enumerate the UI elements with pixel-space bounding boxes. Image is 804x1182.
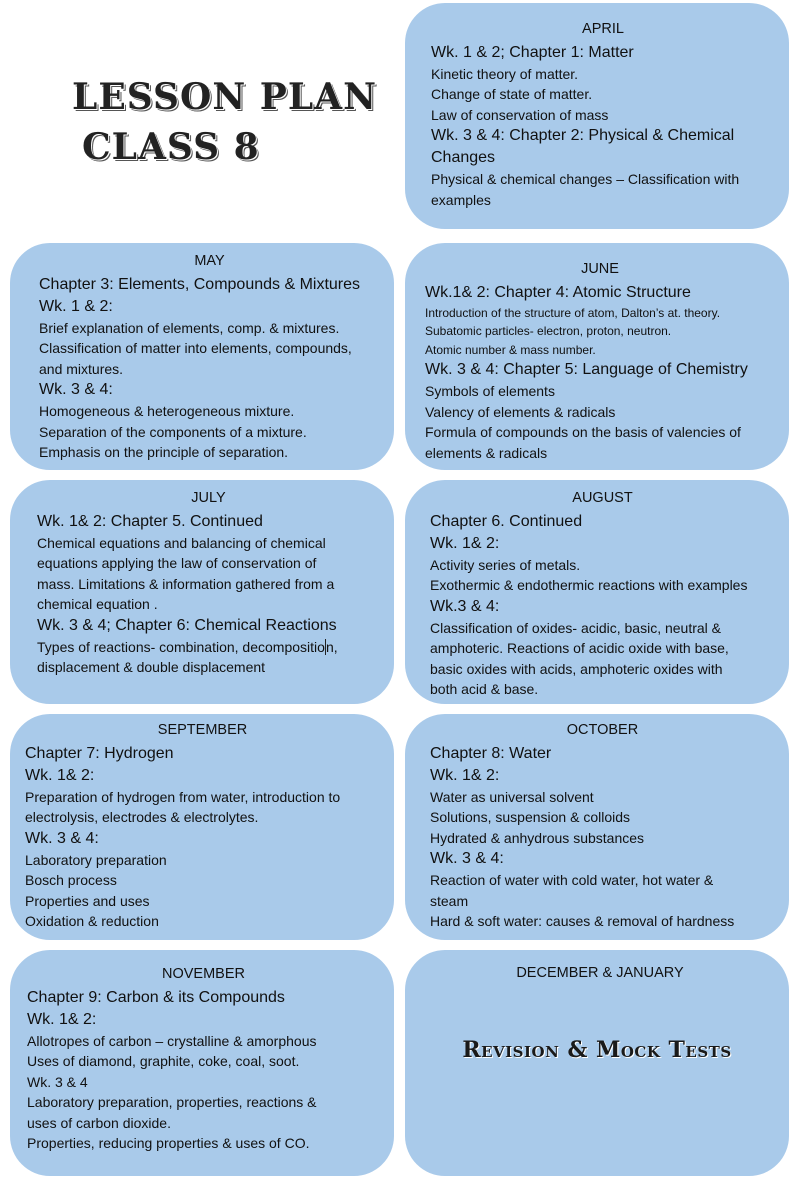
topic-item: basic oxides with acids, amphoteric oxides with xyxy=(430,660,723,677)
topic-item: Law of conservation of mass xyxy=(431,106,609,123)
topic-item: Subatomic particles- electron, proton, neutron. xyxy=(425,324,672,338)
month-heading: APRIL xyxy=(582,21,624,37)
week-heading: Wk. 3 & 4 xyxy=(27,1073,88,1090)
month-heading: SEPTEMBER xyxy=(157,722,248,738)
week-heading: Wk. 1& 2: xyxy=(27,1010,97,1028)
month-heading: JULY xyxy=(191,490,226,506)
topic-item: Reaction of water with cold water, hot water & xyxy=(430,872,714,888)
topic-item: mass. Limitations & information gathered from a xyxy=(37,575,335,592)
week-heading: Wk. 1& 2: xyxy=(25,766,95,784)
month-heading: MAY xyxy=(194,253,225,269)
week-heading: Wk. 1& 2: xyxy=(430,766,500,784)
topic-item: Separation of the components of a mixture. xyxy=(39,423,307,440)
topic-item: chemical equation . xyxy=(37,596,158,612)
week-heading: Wk. 3 & 4; Chapter 6: Chemical Reactions xyxy=(37,616,337,634)
topic-item: Classification of matter into elements, compounds, xyxy=(39,340,352,356)
week-heading: Wk. 1& 2: xyxy=(430,534,500,552)
topic-item: Exothermic & endothermic reactions with examples xyxy=(430,577,748,593)
topic-item: Chemical equations and balancing of chemical xyxy=(37,534,326,551)
week-heading: Wk. 3 & 4: xyxy=(25,829,99,847)
week-heading: Changes xyxy=(431,149,496,166)
topic-item: Classification of oxides- acidic, basic, neutral & xyxy=(430,619,722,636)
topic-item: Hydrated & anhydrous substances xyxy=(430,829,645,846)
week-heading: Wk.3 & 4: xyxy=(430,597,500,615)
topic-item: Laboratory preparation, properties, reactions & xyxy=(27,1094,317,1110)
card-september xyxy=(10,714,394,940)
week-heading: Wk. 3 & 4: Chapter 2: Physical & Chemical xyxy=(431,127,735,144)
week-heading: Wk.1& 2: Chapter 4: Atomic Structure xyxy=(425,283,691,301)
topic-item: Laboratory preparation xyxy=(25,851,167,868)
topic-item xyxy=(37,637,380,658)
card-may xyxy=(10,243,394,470)
week-heading: Wk. 1& 2: Chapter 5. Continued xyxy=(37,512,263,530)
card-august xyxy=(405,480,789,704)
page-title xyxy=(72,72,377,172)
topic-item: Homogeneous & heterogeneous mixture. xyxy=(39,403,295,419)
topic-item: Activity series of metals. xyxy=(430,556,581,573)
card-april xyxy=(405,3,789,229)
week-heading: Wk. 3 & 4: Chapter 5: Language of Chemistry xyxy=(425,361,748,378)
card-july xyxy=(10,480,394,704)
topic-item: Allotropes of carbon – crystalline & amorphous xyxy=(27,1032,317,1049)
topic-item: uses of carbon dioxide. xyxy=(27,1114,171,1131)
topic-item: Kinetic theory of matter. xyxy=(431,65,579,82)
topic-item: Water as universal solvent xyxy=(430,788,594,805)
text-caret: Types of reactions- combination, decompositio xyxy=(37,638,325,655)
topic-item: and mixtures. xyxy=(39,360,124,377)
topic-item: Oxidation & reduction xyxy=(25,913,159,929)
week-heading: Chapter 3: Elements, Compounds & Mixtures xyxy=(39,275,361,293)
month-heading: OCTOBER xyxy=(566,722,639,738)
month-heading: AUGUST xyxy=(572,490,633,506)
month-heading: DECEMBER & JANUARY xyxy=(516,965,684,981)
topic-item: Physical & chemical changes – Classification with xyxy=(431,171,740,187)
topic-item: Hard & soft water: causes & removal of hardness xyxy=(430,913,735,929)
card-december-january xyxy=(405,950,789,1176)
topic-item: Uses of diamond, graphite, coke, coal, soot. xyxy=(27,1053,300,1069)
card-june xyxy=(405,243,789,470)
topic-item: elements & radicals xyxy=(425,444,548,461)
topic-item: steam xyxy=(430,892,469,909)
topic-item: Valency of elements & radicals xyxy=(425,403,616,420)
topic-item: Introduction of the structure of atom, Dalton’s at. theory. xyxy=(425,305,721,320)
week-heading: Chapter 6. Continued xyxy=(430,512,583,530)
card-november xyxy=(10,950,394,1176)
topic-item: examples xyxy=(431,191,491,208)
title-line-1: LESSON PLAN xyxy=(72,76,377,118)
topic-item: Atomic number & mass number. xyxy=(425,342,596,357)
week-heading: Chapter 7: Hydrogen xyxy=(25,744,174,762)
topic-item: Symbols of elements xyxy=(425,383,555,399)
week-heading: Chapter 9: Carbon & its Compounds xyxy=(27,988,285,1006)
month-heading: NOVEMBER xyxy=(162,966,245,982)
week-heading: Chapter 8: Water xyxy=(430,744,552,762)
title-line-2: CLASS 8 xyxy=(82,126,260,168)
card-october xyxy=(405,714,789,940)
topic-item: equations applying the law of conservation of xyxy=(37,555,317,571)
week-heading: Wk. 1 & 2: xyxy=(39,297,113,315)
topic-item: amphoteric. Reactions of acidic oxide with base, xyxy=(430,640,729,656)
topic-item: Brief explanation of elements, comp. & mixtures. xyxy=(39,319,340,336)
topic-item: displacement & double displacement xyxy=(37,659,266,675)
topic-item: Properties and uses xyxy=(25,892,150,909)
topic-item: Formula of compounds on the basis of valencies of xyxy=(425,424,741,440)
topic-item: Emphasis on the principle of separation. xyxy=(39,444,289,460)
topic-item: Solutions, suspension & colloids xyxy=(430,809,631,825)
topic-item: Properties, reducing properties & uses of CO. xyxy=(27,1135,310,1151)
week-heading: Wk. 3 & 4: xyxy=(39,381,113,398)
revision-text: Revision & Mock Tests xyxy=(462,1037,732,1063)
topic-item: Change of state of matter. xyxy=(431,86,593,102)
topic-item-end: n, xyxy=(325,638,338,655)
topic-item: electrolysis, electrodes & electrolytes. xyxy=(25,809,259,825)
week-heading: Wk. 3 & 4: xyxy=(430,850,504,867)
week-heading: Wk. 1 & 2; Chapter 1: Matter xyxy=(431,43,634,61)
topic-item: both acid & base. xyxy=(430,681,539,697)
month-heading: JUNE xyxy=(581,261,619,277)
topic-item: Preparation of hydrogen from water, introduction to xyxy=(25,788,341,805)
topic-item: Bosch process xyxy=(25,872,117,888)
